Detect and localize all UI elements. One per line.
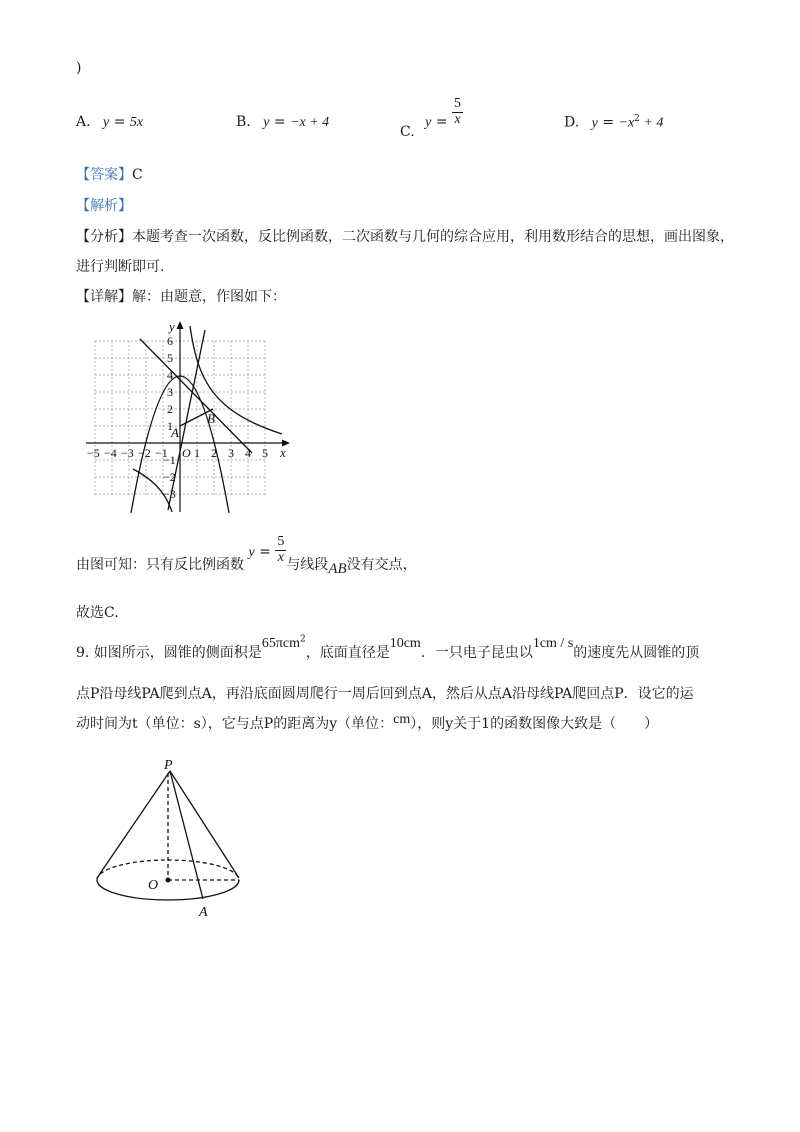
option-c-fraction [452,97,463,127]
y-axis-label: y [169,319,175,334]
cone-apex-label: P [164,758,173,773]
q9-area-sup: 2 [299,634,306,645]
cone-base-front-arc [97,880,239,900]
q9-area: 65πcm [261,636,300,651]
conclusion-mid: 与线段 [286,557,329,573]
conclusion-den: x [277,549,284,565]
origin-label: O [182,446,191,460]
option-d-rhs-a: −x [618,115,635,131]
cone-figure [90,752,250,924]
q9-text-3a: 动时间为t（单位：s），它与点P的距离为y（单位： [76,716,394,732]
option-c-label: C. [400,124,415,141]
y-tick-neg2: −2 [163,470,176,484]
analysis-heading: 【解析】 [76,198,132,214]
option-c: C. y = $\frac{5}{x}$ [400,96,461,141]
cone-center-dot [166,878,171,883]
q9-line-3 [76,713,658,733]
x-tick-2: 2 [211,446,217,460]
x-axis-label: x [280,445,286,460]
answer-value: C [132,167,143,183]
detail-line [76,286,286,306]
question-paren: ) [76,60,82,76]
option-b-lhs: y [263,115,270,130]
q9-unit: cm [393,712,411,727]
conclusion-post: 没有交点， [346,557,417,573]
option-b-label: B. [236,114,251,130]
x-tick-neg2: −2 [138,446,151,460]
q9-text-1b: ，底面直径是 [305,645,390,661]
y-tick-4: 4 [167,368,173,382]
conclusion-lhs: y [248,545,255,560]
x-tick-labels [87,446,268,460]
q9-text-1c: ．一只电子昆虫以 [420,645,533,661]
axes [86,321,290,512]
point-a-label: A [171,425,179,440]
x-tick-1: 1 [194,446,200,460]
x-tick-3: 3 [228,446,234,460]
option-d-label: D. [564,114,580,131]
option-b: B. y = −x + 4 [236,114,330,130]
y-tick-3: 3 [167,385,173,399]
analysis-line-2: 进行判断即可. [76,259,165,275]
q9-line-2: 点P沿母线PA爬到点A，再沿底面圆周爬行一周后回到点A，然后从点A沿母线PA爬回点P．设它的运 [76,686,694,702]
option-c-lhs: y [425,115,432,131]
q9-diameter: 10cm [389,636,421,651]
option-c-den: x [454,111,461,127]
analysis-tag: 【分析】 [76,229,132,245]
x-tick-neg4: −4 [104,446,117,460]
y-tick-neg3: −3 [163,487,176,501]
y-tick-1: 1 [167,419,173,433]
y-tick-neg1: −1 [163,453,176,467]
curve-hyperbola-q1 [190,326,282,434]
conclusion-num: 5 [277,534,285,549]
answer-line [76,164,143,184]
analysis-text-1: 本题考查一次函数，反比例函数，二次函数与几何的综合应用，利用数形结合的思想，画出图象， [132,229,734,245]
option-a-label: A. [76,114,91,130]
cone-base-point-label: A [199,905,208,920]
x-tick-neg1: −1 [155,446,168,460]
point-b-label: B [207,411,215,426]
q9-text-1a: 9. 如图所示，圆锥的侧面积是 [76,645,262,661]
x-tick-5: 5 [262,446,268,460]
answer-tag: 【答案】 [76,167,132,183]
x-tick-neg5: −5 [87,446,100,460]
detail-tag: 【详解】 [76,289,132,305]
option-a-rhs: 5x [129,115,144,130]
y-tick-6: 6 [167,334,173,348]
option-a: A. y = 5x [76,114,144,130]
conclusion-pre: 由图可知：只有反比例函数 [76,557,244,573]
option-c-num: 5 [453,96,461,111]
option-d-sup: 2 [634,114,640,124]
y-tick-5: 5 [167,351,173,365]
option-b-rhs: −x + 4 [290,115,330,130]
q9-line-1 [76,632,700,661]
conclusion-line: 由图可知：只有反比例函数 y = $\frac{5}{x}$ 与线段AB没有交点， [76,534,417,577]
function-graph [80,318,300,518]
x-tick-4: 4 [245,446,251,460]
option-d-rhs-b: + 4 [639,115,664,131]
cone-center-label: O [148,878,159,893]
cone-right-edge [170,771,239,878]
option-d: D. $y = -x^2 + 4$ [564,114,664,131]
y-tick-2: 2 [167,402,173,416]
x-tick-neg3: −3 [121,446,134,460]
detail-text: 解：由题意，作图如下： [132,289,286,305]
y-tick-labels [163,334,176,501]
q9-speed: 1cm / s [532,636,574,651]
q9-text-1d: 的速度先从圆锥的顶 [573,645,700,661]
conclusion-segment: AB [328,561,347,577]
analysis-line-1 [76,226,734,246]
q9-text-3b: ），则y关于1的函数图像大致是（ ） [410,716,659,732]
option-d-lhs: y [591,115,598,131]
option-a-lhs: y [103,115,110,130]
choose-line: 故选C. [76,605,119,621]
cone-base-back-arc [97,860,239,880]
conclusion-fraction [275,535,286,565]
